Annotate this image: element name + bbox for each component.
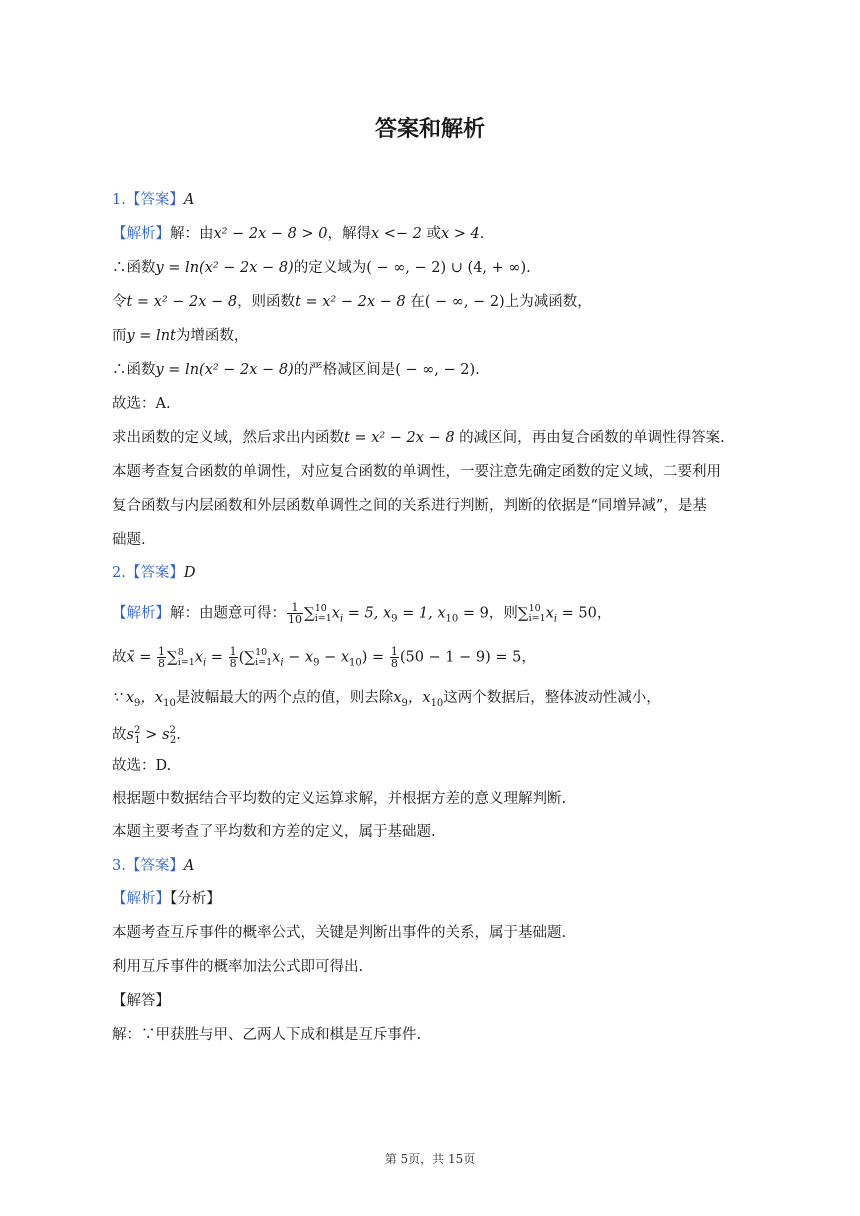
fraction xyxy=(287,602,303,625)
sum-symbol: ∑ xyxy=(167,647,178,666)
text: ∴函数 xyxy=(112,260,156,276)
math: x̄ = xyxy=(126,649,157,666)
q2-analysis-label: 【解析】 xyxy=(112,605,170,622)
math: x xyxy=(331,605,340,622)
text: ， xyxy=(596,605,612,622)
text: 的严格减区间是 xyxy=(293,362,396,378)
math: x xyxy=(194,649,203,666)
denominator: 10 xyxy=(288,613,302,626)
denominator: 8 xyxy=(390,657,398,670)
math: x <− 2 xyxy=(370,226,422,242)
q1-line-7 xyxy=(112,428,725,448)
math: = xyxy=(206,649,228,666)
math: x > 4 xyxy=(440,226,480,242)
text: . xyxy=(526,260,531,276)
upper-limit: 10 xyxy=(528,602,541,614)
q1-number: 1. xyxy=(112,192,126,208)
q3-line-1: 本题考查互斥事件的概率公式，关键是判断出事件的关系，属于基础题. xyxy=(112,925,567,941)
subscript: 10 xyxy=(445,613,459,625)
subscript: i xyxy=(203,657,207,669)
q3-line-2: 利用互斥事件的概率加法公式即可得出. xyxy=(112,959,364,975)
q1-analysis-label: 【解析】 xyxy=(112,226,170,242)
page-title: 答案和解析 xyxy=(374,117,485,142)
text: 是波幅最大的两个点的值，则去除 xyxy=(175,690,394,706)
q2-line-1 xyxy=(112,602,611,630)
text: . xyxy=(176,727,181,743)
upper-limit: 8 xyxy=(177,646,184,658)
text: ，则函数 xyxy=(237,294,296,310)
q2-line-3 xyxy=(112,688,661,714)
subscript: 9 xyxy=(401,698,408,709)
denominator: 8 xyxy=(158,657,166,670)
q2-number: 2. xyxy=(112,565,126,581)
text: ， xyxy=(521,649,536,666)
text: 的减区间，再由复合函数的单调性得答案. xyxy=(454,430,725,446)
text: 或 xyxy=(421,226,441,242)
text: 令 xyxy=(112,294,127,310)
numerator: 1 xyxy=(229,645,237,658)
subscript: 10 xyxy=(430,698,444,709)
math: y = ln(x² − 2x − 8) xyxy=(155,362,294,378)
math: ( − ∞, − 2) ∪ (4, + ∞) xyxy=(366,260,527,276)
math: (50 − 1 − 9) = 5 xyxy=(399,649,522,666)
math: ( − ∞, − 2) xyxy=(424,294,505,310)
subscript: 9 xyxy=(313,657,320,669)
fraction xyxy=(229,646,238,669)
math: − x xyxy=(283,649,314,666)
math: x xyxy=(545,605,554,622)
math: > s xyxy=(140,727,170,743)
fraction xyxy=(390,646,399,669)
q3-analysis-line xyxy=(112,889,221,909)
subscript: i xyxy=(339,613,344,625)
subscript: 9 xyxy=(134,698,141,709)
q1-answer-line xyxy=(112,190,194,210)
q1-line-8: 本题考查复合函数的单调性，对应复合函数的单调性，一要注意先确定函数的定义域，二要利用 xyxy=(112,464,721,480)
q3-analysis-label: 【解析】 xyxy=(112,891,170,907)
superscript: 2 xyxy=(169,725,176,736)
subscript: 9 xyxy=(391,613,398,625)
math: = 50 xyxy=(557,605,597,622)
q2-line-6: 根据题中数据结合平均数的定义运算求解，并根据方差的意义理解判断. xyxy=(112,791,567,807)
math: ) = xyxy=(361,649,389,666)
q2-line-4 xyxy=(112,721,181,751)
text: 的定义域为 xyxy=(293,260,367,276)
subscript: 10 xyxy=(349,657,362,669)
math: t = x² − 2x − 8 xyxy=(344,430,455,446)
lower-limit: i=1 xyxy=(528,612,546,624)
q3-answer-line xyxy=(112,856,194,876)
math: ( − ∞, − 2) xyxy=(395,362,476,378)
q1-line-6: 故选：A. xyxy=(112,396,171,412)
superscript: 2 xyxy=(133,725,141,736)
q1-answer-label: 【答案】 xyxy=(125,192,184,208)
lower-limit: i=1 xyxy=(177,656,195,668)
numerator: 1 xyxy=(158,645,166,658)
subscript: 10 xyxy=(163,698,176,709)
q2-answer-label: 【答案】 xyxy=(125,565,184,581)
q2-answer: D xyxy=(183,565,196,581)
sum-symbol: ∑ xyxy=(304,603,315,622)
math: t = x² − 2x − 8 xyxy=(295,294,406,310)
lower-limit: i=1 xyxy=(314,612,332,624)
math: y = lnt xyxy=(126,328,176,344)
subscript: 1 xyxy=(134,735,141,746)
math: ，x xyxy=(140,690,164,706)
q1-line-3 xyxy=(112,292,592,312)
text: ，则 xyxy=(488,605,518,622)
math: x xyxy=(272,649,281,666)
q1-line-10: 础题. xyxy=(112,532,146,548)
q3-answer-label: 【答案】 xyxy=(125,858,184,874)
sum-limits xyxy=(178,648,195,668)
text: 故 xyxy=(112,727,127,743)
q3-fenxi-label: 【分析】 xyxy=(170,891,221,907)
sum-symbol: ∑ xyxy=(517,603,529,622)
math: t = x² − 2x − 8 xyxy=(126,294,238,310)
text: 解：由 xyxy=(170,226,214,242)
numerator: 1 xyxy=(390,645,398,658)
text: ，解得 xyxy=(327,226,371,242)
math: = 5, x xyxy=(343,605,392,622)
numerator: 1 xyxy=(287,602,303,614)
q1-line-5 xyxy=(112,360,480,380)
math: x² − 2x − 8 > 0 xyxy=(213,226,328,242)
math: y = ln(x² − 2x − 8) xyxy=(155,260,294,276)
text: 在 xyxy=(405,294,425,310)
sum-limits xyxy=(529,604,546,624)
text: 求出函数的定义域，然后求出内函数 xyxy=(112,430,344,446)
text: 解：由题意可得： xyxy=(170,605,286,622)
subscript: 2 xyxy=(169,735,177,746)
q2-line-2 xyxy=(112,646,536,674)
q3-line-3: 解：∵甲获胜与甲、乙两人下成和棋是互斥事件. xyxy=(112,1027,422,1043)
math: = 1, x xyxy=(397,605,446,622)
q3-answer: A xyxy=(183,858,195,874)
text: . xyxy=(475,362,480,378)
q2-line-7: 本题主要考查了平均数和方差的定义，属于基础题. xyxy=(112,824,436,840)
upper-limit: 10 xyxy=(255,646,268,658)
text: 故 xyxy=(112,649,127,666)
q3-jieda-label: 【解答】 xyxy=(112,993,170,1009)
math: ，x xyxy=(407,690,431,706)
math: = 9 xyxy=(458,605,489,622)
q1-line-4 xyxy=(112,326,248,346)
sum-symbol: (∑ xyxy=(238,647,256,666)
sum-limits xyxy=(315,604,332,624)
text: ∴函数 xyxy=(112,362,156,378)
math: − x xyxy=(319,649,350,666)
sum-limits xyxy=(255,648,272,668)
q3-number: 3. xyxy=(112,858,126,874)
math: x xyxy=(393,690,402,706)
q1-line-1 xyxy=(112,224,484,244)
q1-answer: A xyxy=(183,192,195,208)
q2-answer-line xyxy=(112,563,195,583)
subscript: i xyxy=(553,613,558,625)
text: . xyxy=(479,226,485,242)
text: 而 xyxy=(112,328,127,344)
lower-limit: i=1 xyxy=(255,656,273,668)
fraction xyxy=(157,646,166,669)
text: 为增函数， xyxy=(175,328,249,344)
page-footer: 第 5页，共 15页 xyxy=(384,1152,476,1166)
q2-line-5: 故选：D. xyxy=(112,758,172,774)
q1-line-9: 复合函数与内层函数和外层函数单调性之间的关系进行判断，判断的依据是“同增异减”，是基 xyxy=(112,498,707,514)
text: 这两个数据后，整体波动性减小， xyxy=(443,690,661,706)
denominator: 8 xyxy=(229,657,237,670)
text: 上为减函数， xyxy=(504,294,592,310)
subscript: i xyxy=(280,657,284,669)
q1-line-2 xyxy=(112,258,531,278)
math: s xyxy=(126,727,134,743)
math: ∵ x xyxy=(112,690,135,706)
upper-limit: 10 xyxy=(314,602,327,614)
